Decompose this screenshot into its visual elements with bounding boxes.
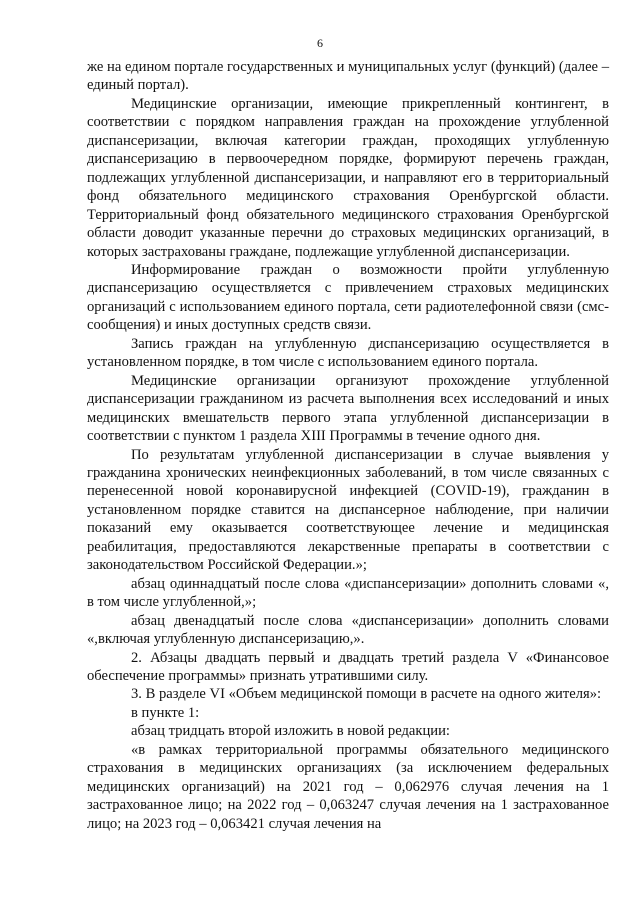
paragraph-organization: Медицинские организации организуют прохождение углубленной диспансеризации гражданином из расчета выполнения всех исследований и иных медицинских вмешательств первого этапа углубленной диспансеризации в соответствии с пунктом 1 раздела XIII Программы в течение одного дня. <box>87 372 609 445</box>
paragraph-point-1: в пункте 1: <box>131 704 200 721</box>
paragraph-amendment-12: абзац двенадцатый после слова «диспансеризации» дополнить словами «,включая углубленную диспансеризацию,». <box>87 612 609 648</box>
paragraph-item-2: 2. Абзацы двадцать первый и двадцать третий раздела V «Финансовое обеспечение программы» признать утратившими силу. <box>87 649 609 684</box>
paragraph-registration: Запись граждан на углубленную диспансеризацию осуществляется в установленном порядке, в том числе с использованием единого портала. <box>87 335 609 371</box>
paragraph-results: По результатам углубленной диспансеризации в случае выявления у гражданина хронических неинфекционных заболеваний, в том числе связанных с перенесенной новой коронавирусной инфекцией (COVID-19), гражданин в установленном порядке ставится на диспансерное наблюдение, при наличии показаний ему оказывается соответствующее лечение и медицинская реабилитация, предоставляются лекарственные препараты в соответствии с законодательством Российской Федерации.»; <box>87 446 609 574</box>
document-body <box>87 58 609 833</box>
paragraph-item-3: 3. В разделе VI «Объем медицинской помощи в расчете на одного жителя»: <box>131 686 602 703</box>
paragraph-quote: «в рамках территориальной программы обязательного медицинского страхования в медицинских организациях (за исключением федеральных медицинских организаций) на 2021 год – 0,062976 случая лечения на 1 застрахованное лицо; на 2022 год – 0,063247 случая лечения на 1 застрахованное лицо; на 2023 год – 0,063421 случая лечения на <box>87 741 609 832</box>
paragraph-amendment-11: абзац одиннадцатый после слова «диспансеризации» дополнить словами «, в том числе углубленной,»; <box>87 575 609 611</box>
paragraph-medical-organizations: Медицинские организации, имеющие прикрепленный контингент, в соответствии с порядком направления граждан на прохождение углубленной диспансеризации, включая категории граждан, проходящих углубленную диспансеризацию в первоочередном порядке, формируют перечень граждан, подлежащих углубленной диспансеризации, и направляют его в территориальный фонд обязательного медицинского страхования Оренбургской области. Территориальный фонд обязательного медицинского страхования Оренбургской области доводит указанные перечни до страховых медицинских организаций, в которых застрахованы граждане, подлежащие углубленной диспансеризации. <box>87 95 609 260</box>
paragraph-continuation: же на едином портале государственных и муниципальных услуг (функций) (далее – единый портал). <box>87 59 609 94</box>
paragraph-informing: Информирование граждан о возможности пройти углубленную диспансеризацию осуществляется с привлечением страховых медицинских организаций с использованием единого портала, сети радиотелефонной связи (смс-сообщения) и иных доступных средств связи. <box>87 261 609 334</box>
paragraph-new-edition: абзац тридцать второй изложить в новой редакции: <box>131 723 450 740</box>
page-number: 6 <box>317 36 323 50</box>
